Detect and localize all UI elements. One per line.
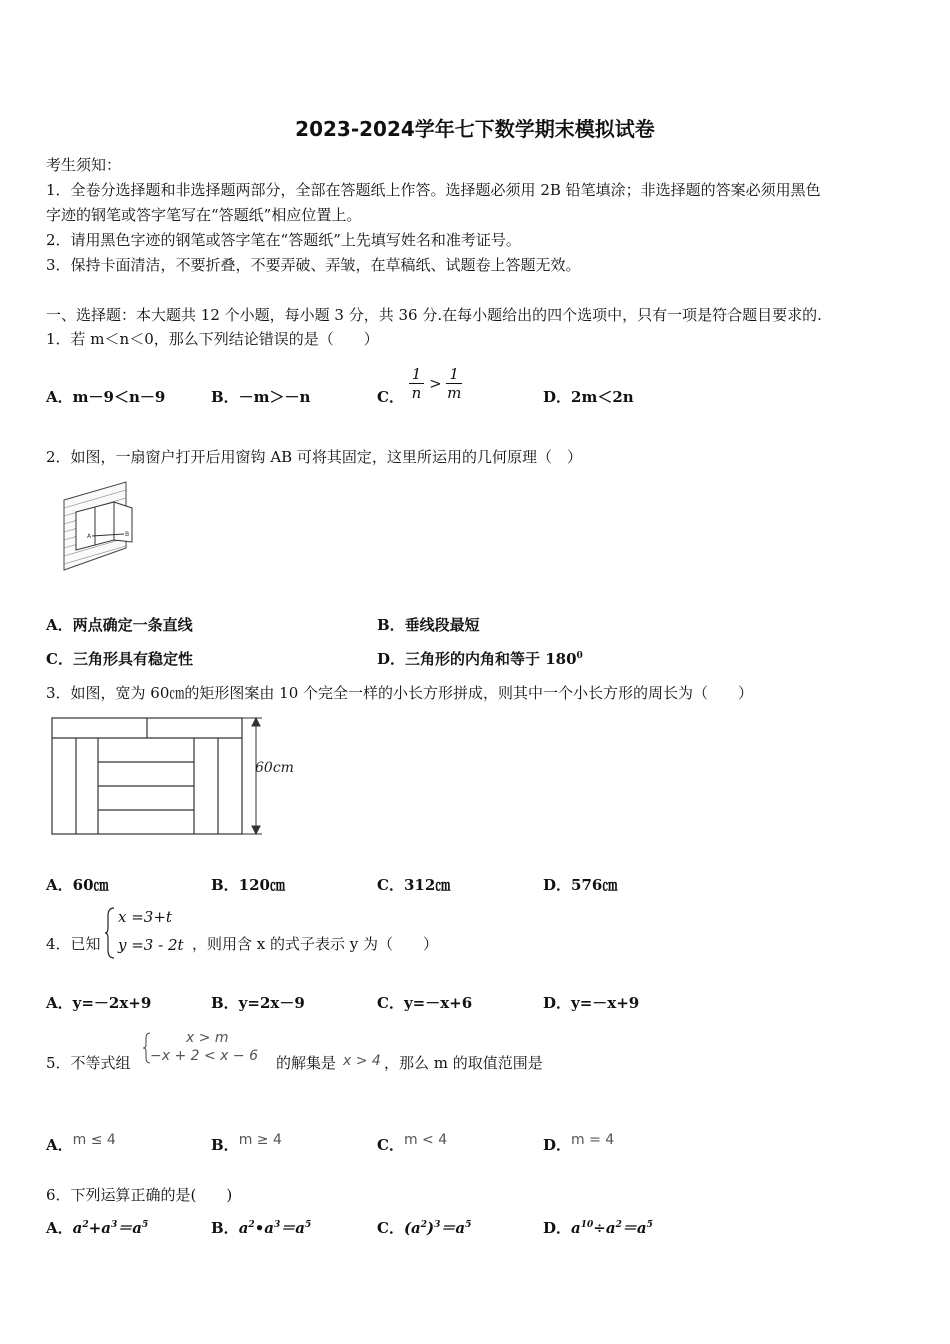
q3-option-d[interactable]: D．576㎝ <box>543 876 618 894</box>
window-figure <box>58 478 138 574</box>
q6-option-d-label: D． <box>543 1219 572 1237</box>
q5-option-b[interactable] <box>211 1128 282 1154</box>
q5-option-b-label: B． <box>211 1136 239 1154</box>
q1-frac2-den: m <box>447 384 462 402</box>
q5-option-c-value: m < 4 <box>403 1132 448 1148</box>
q5-option-d-value: m = 4 <box>571 1132 615 1148</box>
question-5-prefix: 5．不等式组 <box>46 1054 131 1072</box>
q6-option-d-expr: $a^{10}\div a^2=a^5$ <box>571 1219 653 1237</box>
q3-option-c[interactable]: C．312㎝ <box>377 876 451 894</box>
question-1-stem: 1．若 m＜n＜0，那么下列结论错误的是（ ） <box>46 330 379 348</box>
q1-option-a[interactable]: A．m－9＜n－9 <box>46 388 166 406</box>
question-5-mid: 的解集是 <box>276 1054 337 1072</box>
q1-frac1-num: 1 <box>409 365 425 384</box>
q6-option-a[interactable] <box>46 1217 148 1238</box>
q2-option-d-sup: 0 <box>576 651 583 661</box>
q6-option-a-label: A． <box>46 1219 73 1237</box>
q2-option-a[interactable]: A．两点确定一条直线 <box>46 616 193 634</box>
q2-option-d-text: D．三角形的内角和等于 180 <box>377 650 577 668</box>
q4-option-d[interactable]: D．y=－x+9 <box>543 994 640 1012</box>
q6-option-c-expr: $(a^2)^3=a^5$ <box>403 1219 472 1237</box>
q6-option-b[interactable] <box>211 1217 311 1238</box>
q5-solution: x > 4 <box>343 1053 381 1069</box>
q6-option-a-expr: $a^2+a^3=a^5$ <box>72 1219 149 1237</box>
window-label-a: A <box>87 533 92 540</box>
q5-inequality-1: x > m <box>186 1030 229 1046</box>
q4-option-b[interactable]: B．y=2x－9 <box>211 994 305 1012</box>
q4-equation-1: x =3+t <box>118 908 172 926</box>
q4-brace <box>104 906 116 960</box>
q1-fraction-1 <box>409 365 425 402</box>
question-2-stem: 2．如图，一扇窗户打开后用窗钩 AB 可将其固定，这里所运用的几何原理（ ） <box>46 448 582 466</box>
window-label-b: B <box>125 531 130 538</box>
question-4-suffix: ，则用含 x 的式子表示 y 为（ ） <box>192 935 439 953</box>
q1-option-d[interactable]: D．2m＜2n <box>543 388 634 406</box>
notice-heading: 考生须知： <box>46 156 122 174</box>
q3-option-b[interactable]: B．120㎝ <box>211 876 285 894</box>
q5-option-d[interactable] <box>543 1128 615 1154</box>
section-heading: 一、选择题：本大题共 12 个小题，每小题 3 分，共 36 分.在每小题给出的四个选项中，只有一项是符合题目要求的. <box>46 306 822 324</box>
q1-option-c-label: C． <box>377 388 404 406</box>
page-title: 2023-2024学年七下数学期末模拟试卷 <box>295 117 655 141</box>
q1-option-c[interactable] <box>377 360 462 407</box>
q1-gt-sign: > <box>429 374 442 393</box>
rectangle-width-label: 60cm <box>255 760 294 776</box>
q6-option-c-label: C． <box>377 1219 404 1237</box>
q5-option-a[interactable] <box>46 1128 116 1154</box>
question-5-suffix: ，那么 m 的取值范围是 <box>384 1054 543 1072</box>
question-6-stem: 6．下列运算正确的是( ) <box>46 1186 233 1204</box>
q6-option-b-expr: $a^2•a^3=a^5$ <box>238 1219 312 1237</box>
q1-option-b[interactable]: B．－m＞－n <box>211 388 311 406</box>
q2-option-d[interactable] <box>377 648 583 669</box>
q5-option-c-label: C． <box>377 1136 404 1154</box>
question-3-stem: 3．如图，宽为 60㎝的矩形图案由 10 个完全一样的小长方形拼成，则其中一个小长方形的周长为（ ） <box>46 684 754 702</box>
q6-option-d[interactable] <box>543 1217 653 1238</box>
q2-option-c[interactable]: C．三角形具有稳定性 <box>46 650 193 668</box>
q5-option-b-value: m ≥ 4 <box>238 1132 282 1148</box>
q2-option-b[interactable]: B．垂线段最短 <box>377 616 480 634</box>
rectangle-figure <box>50 714 310 840</box>
notice-line-1a: 1．全卷分选择题和非选择题两部分，全部在答题纸上作答。选择题必须用 2B 铅笔填涂；非选择题的答案必须用黑色 <box>46 181 821 199</box>
q1-frac1-den: n <box>411 384 422 402</box>
notice-line-2: 2．请用黑色字迹的钢笔或答字笔在“答题纸”上先填写姓名和准考证号。 <box>46 231 521 249</box>
q5-option-c[interactable] <box>377 1128 448 1154</box>
q3-option-a[interactable]: A．60㎝ <box>46 876 109 894</box>
q5-option-d-label: D． <box>543 1136 572 1154</box>
q4-option-c[interactable]: C．y=－x+6 <box>377 994 473 1012</box>
q6-option-c[interactable] <box>377 1217 471 1238</box>
q5-option-a-value: m ≤ 4 <box>72 1132 116 1148</box>
q4-equation-2: y =3 - 2t <box>118 936 184 954</box>
q1-frac2-num: 1 <box>446 365 462 384</box>
q6-option-b-label: B． <box>211 1219 239 1237</box>
question-4-prefix: 4．已知 <box>46 935 101 953</box>
notice-line-1b: 字迹的钢笔或答字笔写在“答题纸”相应位置上。 <box>46 206 362 224</box>
q5-inequality-2: −x + 2 < x − 6 <box>150 1048 259 1064</box>
q5-option-a-label: A． <box>46 1136 73 1154</box>
notice-line-3: 3．保持卡面清洁，不要折叠，不要弄破、弄皱，在草稿纸、试题卷上答题无效。 <box>46 256 581 274</box>
q4-option-a[interactable]: A．y=－2x+9 <box>46 994 152 1012</box>
q1-fraction-2 <box>446 365 462 402</box>
